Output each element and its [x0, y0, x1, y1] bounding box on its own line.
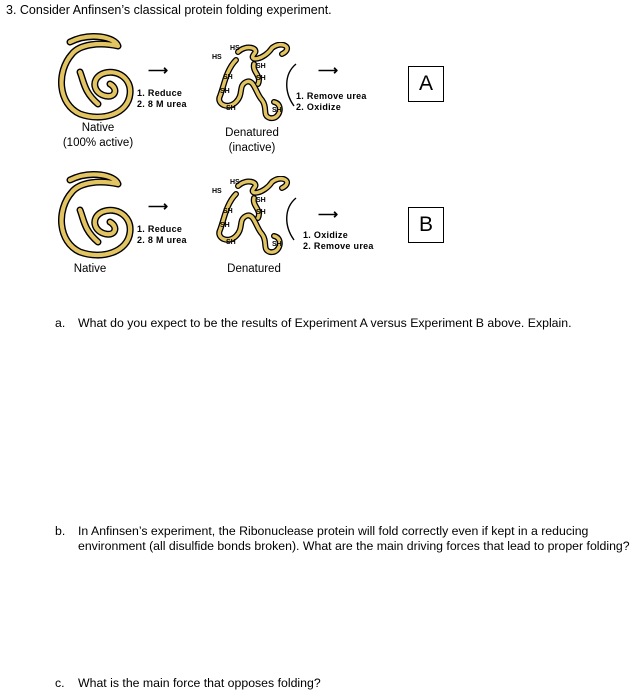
thiol-label: HS	[212, 188, 222, 195]
step-b2: 2. 8 M urea	[137, 235, 187, 245]
question-b	[55, 524, 635, 574]
thiol-label: SH	[256, 197, 266, 204]
experiment-b	[0, 160, 640, 290]
native-label: Native	[81, 122, 115, 134]
question-c	[55, 676, 635, 696]
denatured-label-b: Denatured	[227, 263, 281, 275]
thiol-label: HS	[230, 45, 240, 52]
step-a2: 2. 8 M urea	[137, 99, 187, 109]
thiol-label: SH	[256, 75, 266, 82]
thiol-label: SH	[220, 222, 230, 229]
question-c-text: What is the main force that opposes folding?	[78, 676, 321, 690]
thiol-label: SH	[220, 88, 230, 95]
question-b-text: In Anfinsen’s experiment, the Ribonuclease protein will fold correctly even if kept in a reducing environment (all disulfide bonds broken). What are the main driving forces that lead to proper folding?	[78, 524, 630, 553]
question-c-marker: c.	[55, 676, 65, 690]
thiol-label: SH	[223, 74, 233, 81]
thiol-label: SH	[223, 208, 233, 215]
experiment-a	[0, 0, 640, 165]
thiol-label: SH	[256, 63, 266, 70]
native-activity: (100% active)	[62, 137, 134, 149]
question-title: 3. Consider Anfinsen’s classical protein folding experiment.	[6, 3, 332, 17]
step-b4: 2. Remove urea	[303, 241, 374, 251]
step-b3: 1. Oxidize	[303, 230, 349, 240]
step-a4: 2. Oxidize	[296, 102, 342, 112]
step-a1: 1. Reduce	[137, 88, 183, 98]
native-protein-a	[50, 32, 140, 124]
native-protein-b	[50, 170, 140, 262]
arrow-b1: ⟶	[148, 198, 169, 214]
experiment-a-box: A	[408, 66, 444, 102]
thiol-label: SH	[226, 105, 236, 112]
protein-strand-end-b	[280, 196, 300, 244]
step-b1: 1. Reduce	[137, 224, 183, 234]
experiment-b-box: B	[408, 207, 444, 243]
thiol-label: SH	[272, 107, 282, 114]
thiol-label: HS	[212, 54, 222, 61]
question-a-marker: a.	[55, 316, 66, 330]
denatured-label: Denatured	[225, 127, 279, 139]
arrow-a2: ⟶	[318, 62, 339, 78]
thiol-label: SH	[272, 241, 282, 248]
thiol-label: HS	[230, 179, 240, 186]
denatured-activity: (inactive)	[228, 142, 276, 154]
native-label-b: Native	[73, 263, 107, 275]
arrow-a1: ⟶	[148, 62, 169, 78]
step-a3: 1. Remove urea	[296, 91, 367, 101]
arrow-b2: ⟶	[318, 206, 339, 222]
native-label-a	[48, 121, 148, 151]
question-a	[55, 316, 635, 336]
thiol-label: SH	[226, 239, 236, 246]
thiol-label: SH	[256, 209, 266, 216]
question-a-text: What do you expect to be the results of Experiment A versus Experiment B above. Explain.	[78, 316, 572, 330]
denatured-label-a	[206, 126, 298, 156]
question-b-marker: b.	[55, 524, 66, 538]
